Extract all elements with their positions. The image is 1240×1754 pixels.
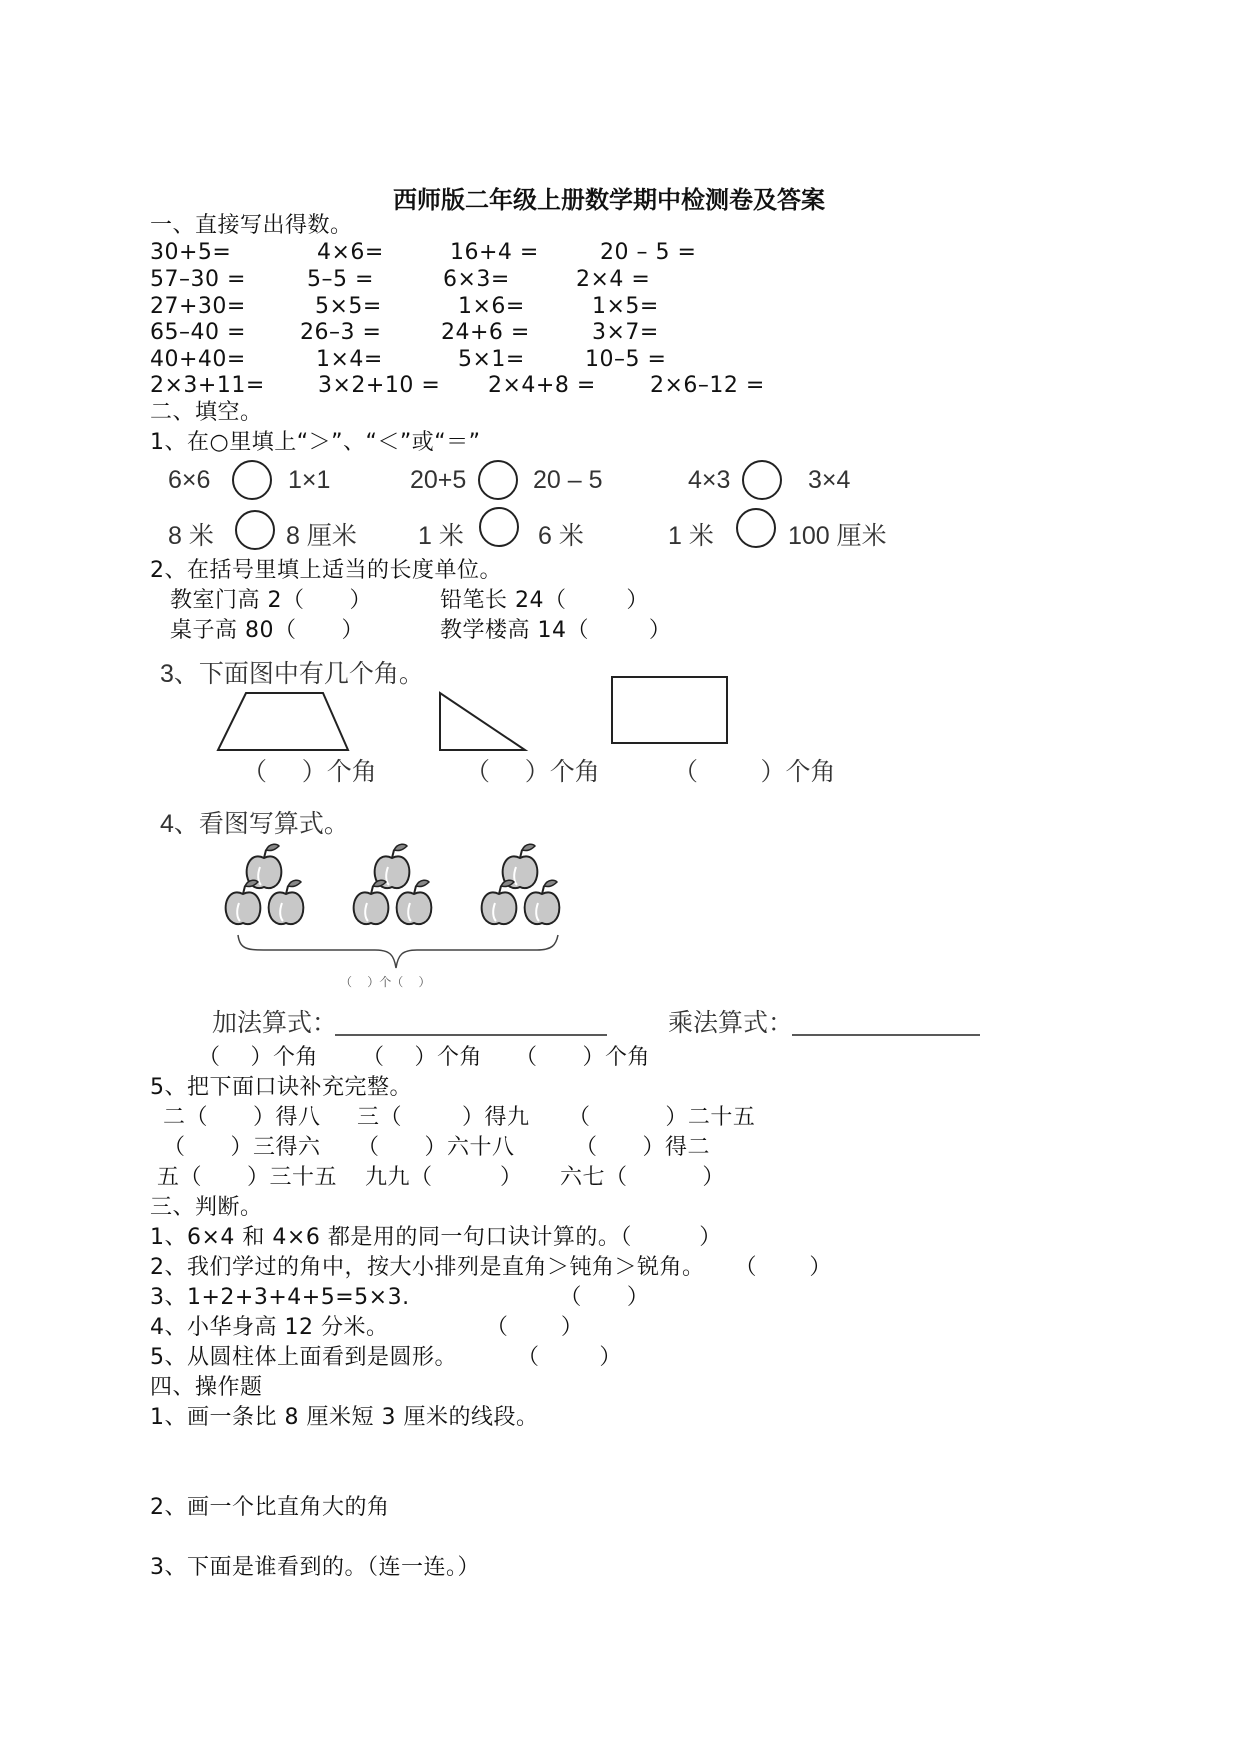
rhyme-item: （ ）六十八 <box>357 1135 515 1160</box>
equation: 2×4+8 = <box>488 373 596 398</box>
angle-answer: （ ）个角 <box>198 1045 318 1070</box>
equation: 3×7= <box>592 320 659 345</box>
rhyme-item: 二（ ）得八 <box>163 1105 321 1130</box>
equation: 10–5 = <box>585 347 667 372</box>
equation: 24+6 = <box>441 320 530 345</box>
compare-right: 20 – 5 <box>533 466 603 494</box>
compare-left: 6×6 <box>168 466 211 494</box>
equation: 2×3+11= <box>150 373 265 398</box>
equation: 4×6= <box>317 240 384 265</box>
equation: 2×6–12 = <box>650 373 765 398</box>
rhyme-item: 三（ ）得九 <box>357 1105 530 1130</box>
operation-item: 2、画一个比直角大的角 <box>150 1495 390 1520</box>
rhyme-item: 五（ ）三十五 <box>157 1165 337 1190</box>
compare-circle[interactable] <box>736 508 776 548</box>
judgement-item: 4、小华身高 12 分米。 （ ） <box>150 1315 584 1340</box>
compare-circle[interactable] <box>232 460 272 500</box>
rhyme-item: （ ）得二 <box>575 1135 710 1160</box>
question-2-3-label: 3、下面图中有几个角。 <box>160 660 424 688</box>
equation: 40+40= <box>150 347 246 372</box>
apple-group-1 <box>226 844 304 924</box>
rhyme-item: （ ）三得六 <box>163 1135 321 1160</box>
brace-label: （ ）个（ ） <box>340 975 431 989</box>
equation: 5×5= <box>315 294 382 319</box>
rhyme-item: （ ）二十五 <box>568 1105 756 1130</box>
section-4-heading: 四、操作题 <box>150 1375 263 1400</box>
equation: 1×6= <box>458 294 525 319</box>
fill-item: 铅笔长 24（ ） <box>440 588 649 613</box>
compare-left: 1 米 <box>668 522 714 550</box>
compare-left: 1 米 <box>418 522 464 550</box>
question-2-5-label: 5、把下面口诀补充完整。 <box>150 1075 412 1100</box>
compare-right: 6 米 <box>538 522 584 550</box>
angle-answer: （ ）个角 <box>362 1045 482 1070</box>
compare-right: 3×4 <box>808 466 851 494</box>
fill-item: 桌子高 80（ ） <box>170 618 364 643</box>
question-2-4-label: 4、看图写算式。 <box>160 810 349 838</box>
equation: 57–30 = <box>150 267 246 292</box>
rhyme-item: 六七（ ） <box>560 1165 725 1190</box>
operation-item: 3、下面是谁看到的。（连一连。） <box>150 1555 480 1580</box>
equation: 6×3= <box>443 267 510 292</box>
angle-answer: （ ）个角 <box>673 758 836 786</box>
question-2-1-label: 1、在○里填上“＞”、“＜”或“＝” <box>150 430 481 455</box>
compare-left: 4×3 <box>688 466 731 494</box>
equation: 65–40 = <box>150 320 246 345</box>
judgement-item: 2、我们学过的角中，按大小排列是直角＞钝角＞锐角。 （ ） <box>150 1255 832 1280</box>
compare-left: 20+5 <box>410 466 467 494</box>
compare-circle[interactable] <box>235 510 275 550</box>
operation-item: 1、画一条比 8 厘米短 3 厘米的线段。 <box>150 1405 539 1430</box>
equation: 2×4 = <box>576 267 651 292</box>
judgement-item: 3、1+2+3+4+5=5×3. （ ） <box>150 1285 650 1310</box>
equation: 30+5= <box>150 240 232 265</box>
question-2-2-label: 2、在括号里填上适当的长度单位。 <box>150 558 502 583</box>
rhyme-item: 九九（ ） <box>365 1165 523 1190</box>
compare-left: 8 米 <box>168 522 214 550</box>
equation: 26–3 = <box>300 320 382 345</box>
angle-answer: （ ）个角 <box>465 758 600 786</box>
compare-right: 100 厘米 <box>788 522 887 550</box>
multiplication-label: 乘法算式： <box>668 1009 794 1037</box>
angle-answer: （ ）个角 <box>515 1045 650 1070</box>
judgement-item: 5、从圆柱体上面看到是圆形。 （ ） <box>150 1345 622 1370</box>
page-title: 西师版二年级上册数学期中检测卷及答案 <box>393 186 825 214</box>
fill-item: 教室门高 2（ ） <box>170 588 372 613</box>
equation: 1×4= <box>316 347 383 372</box>
compare-circle[interactable] <box>478 460 518 500</box>
triangle-shape <box>440 693 525 750</box>
apple-group-3 <box>482 844 560 924</box>
addition-label: 加法算式： <box>212 1009 338 1037</box>
fill-item: 教学楼高 14（ ） <box>440 618 672 643</box>
equation: 27+30= <box>150 294 246 319</box>
compare-right: 1×1 <box>288 466 331 494</box>
trapezoid-shape <box>218 693 348 750</box>
judgement-item: 1、6×4 和 4×6 都是用的同一句口诀计算的。（ ） <box>150 1225 722 1250</box>
equation: 5×1= <box>458 347 525 372</box>
section-1-heading: 一、直接写出得数。 <box>150 213 353 238</box>
equation: 5–5 = <box>307 267 374 292</box>
equation: 16+4 = <box>450 240 539 265</box>
equation: 20 – 5 = <box>600 240 697 265</box>
compare-circle[interactable] <box>742 460 782 500</box>
compare-right: 8 厘米 <box>286 522 357 550</box>
rectangle-shape <box>612 677 727 743</box>
equation: 1×5= <box>592 294 659 319</box>
section-2-heading: 二、填空。 <box>150 400 263 425</box>
section-3-heading: 三、判断。 <box>150 1195 263 1220</box>
angle-answer: （ ）个角 <box>242 758 377 786</box>
apple-group-2 <box>354 844 432 924</box>
compare-circle[interactable] <box>479 507 519 547</box>
equation: 3×2+10 = <box>318 373 441 398</box>
curly-brace <box>238 935 558 968</box>
